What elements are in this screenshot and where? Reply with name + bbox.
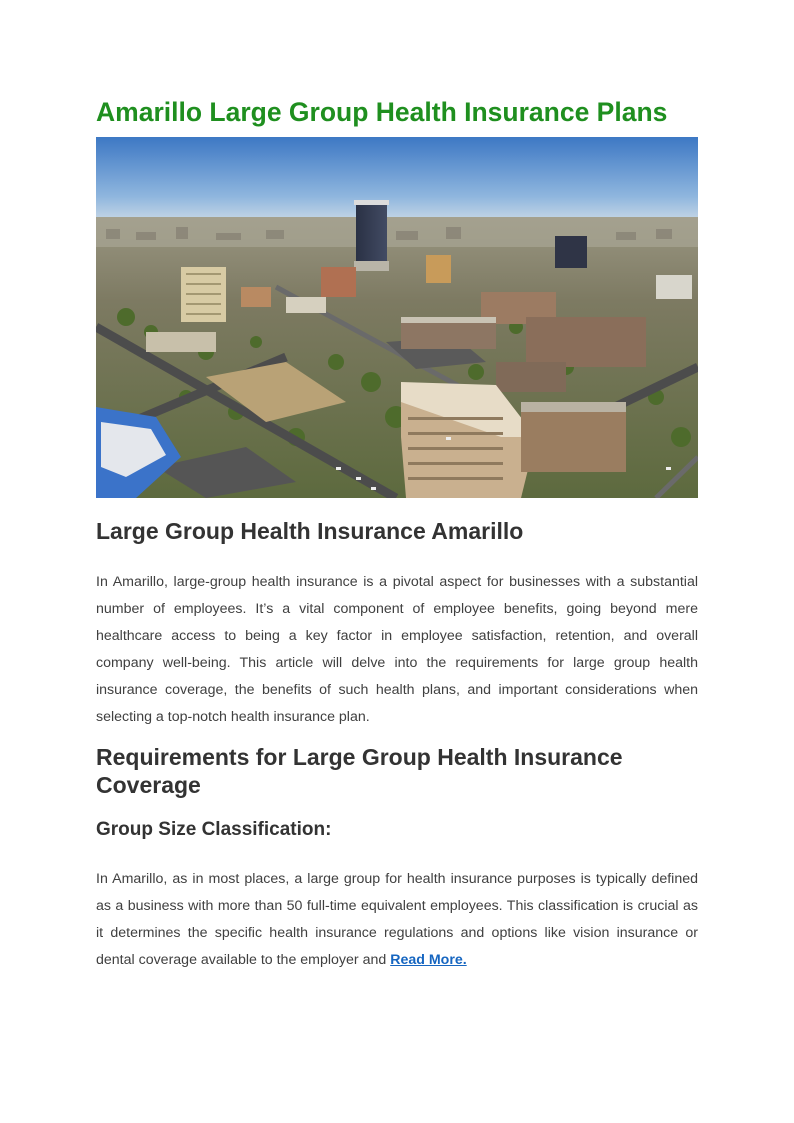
subheading-group-size: Group Size Classification:	[96, 819, 332, 840]
hero-image	[96, 137, 698, 498]
group-size-paragraph	[96, 866, 698, 974]
page-title: Amarillo Large Group Health Insurance Plans	[96, 97, 668, 127]
section-heading-large-group: Large Group Health Insurance Amarillo	[96, 518, 524, 544]
group-size-text: In Amarillo, as in most places, a large group for health insurance purposes is typically defined as a business with more than 50 full-time equivalent employees. This classification is crucial as it determines the specific health insurance regulations and options like vision insurance or dental coverage available to the employer and	[96, 871, 698, 968]
read-more-link[interactable]: Read More.	[390, 952, 467, 968]
intro-paragraph: In Amarillo, large-group health insurance is a pivotal aspect for businesses with a substantial number of employees. It’s a vital component of employee benefits, going beyond mere healthcare access to being a key factor in employee satisfaction, retention, and overall company well-being. This article will delve into the requirements for large group health insurance coverage, the benefits of such health plans, and important considerations when selecting a top-notch health insurance plan.	[96, 574, 698, 725]
section-heading-requirements: Requirements for Large Group Health Insurance Coverage	[96, 744, 623, 798]
